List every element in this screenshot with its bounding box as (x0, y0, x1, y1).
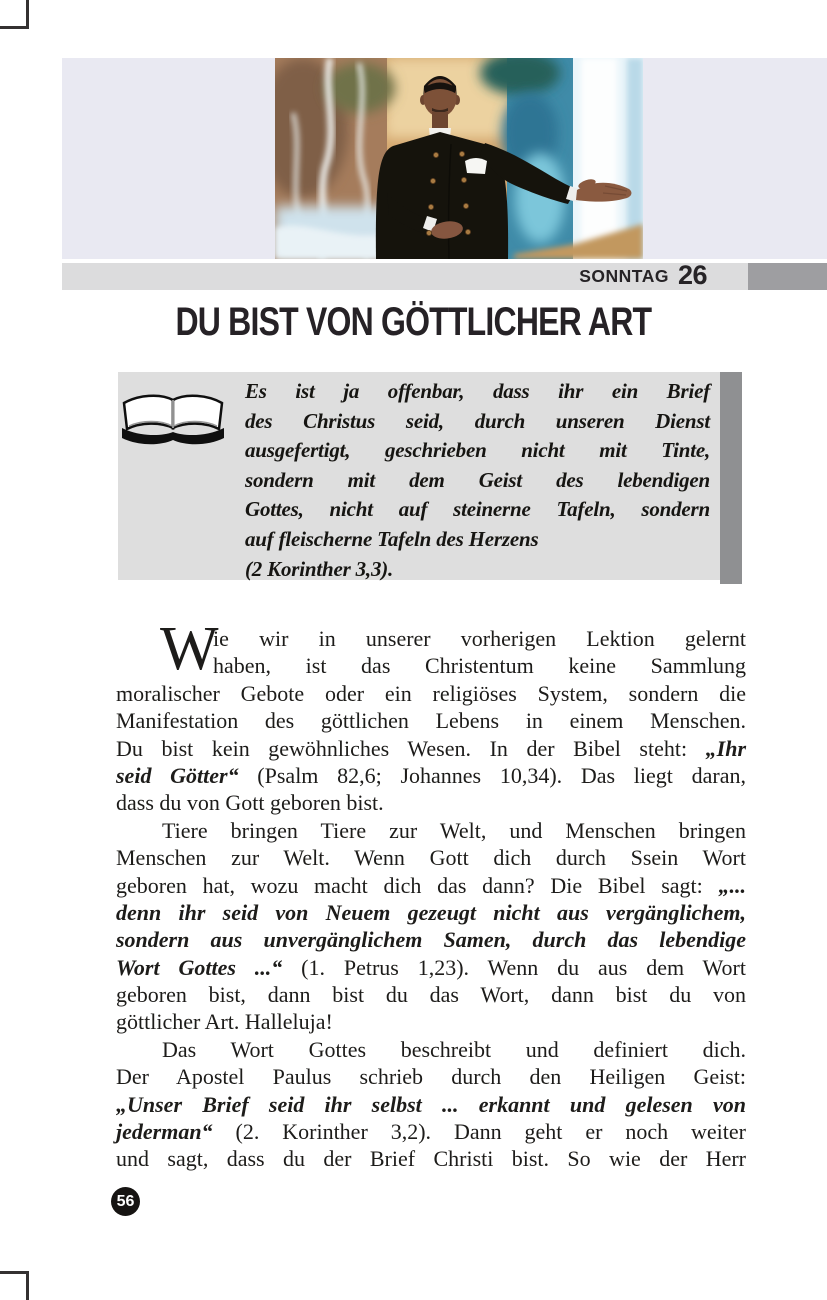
scripture-box-side-bar (720, 372, 742, 584)
text-line: sondern aus unvergänglichem Samen, durch das lebendige (116, 927, 746, 953)
text-line: haben, ist das Christentum keine Sammlung (213, 653, 746, 679)
text-line: seid Götter“ (Psalm 82,6; Johannes 10,34). Das liegt daran, (116, 762, 746, 788)
text-line: jederman“ (2. Korinther 3,2). Dann geht er noch weiter (116, 1119, 746, 1145)
text-line: göttlicher Art. Halleluja! (116, 1009, 333, 1035)
text-line: denn ihr seid von Neuem gezeugt nicht aus vergänglichem, (116, 899, 746, 925)
header-banner (62, 58, 827, 259)
day-name: SONNTAG (579, 266, 669, 286)
text-line: „Unser Brief seid ihr selbst ... erkannt und gelesen von (116, 1091, 746, 1117)
text-line: sondern mit dem Geist des lebendigen (245, 467, 710, 492)
text-line: Der Apostel Paulus schrieb durch den Heiligen Geist: (116, 1064, 746, 1090)
crop-mark-bottom-left-icon (0, 1271, 29, 1300)
text-line: Gottes, nicht auf steinerne Tafeln, sondern (245, 497, 710, 522)
text-line: Wort Gottes ...“ (1. Petrus 1,23). Wenn du aus dem Wort (116, 954, 746, 980)
text-line: Du bist kein gewöhnliches Wesen. In der Bibel steht: „Ihr (116, 735, 746, 761)
text-line: moralischer Gebote oder ein religiöses System, sondern die (116, 680, 746, 706)
scripture-text (245, 377, 710, 584)
lesson-title: DU BIST VON GÖTTLICHER ART (175, 300, 651, 344)
text-line: geboren bist, dann bist du das Wort, dann bist du von (116, 982, 746, 1008)
paragraph-2 (116, 817, 746, 1036)
text-line: Das Wort Gottes beschreibt und definiert dich. (162, 1036, 746, 1062)
body-text (116, 615, 746, 1173)
page-number-badge (111, 1187, 140, 1216)
text-line: ausgefertigt, geschrieben nicht mit Tinte, (245, 438, 710, 463)
text-line: Es ist ja offenbar, dass ihr ein Brief (245, 379, 710, 403)
day-bar (62, 260, 827, 290)
drop-cap: W (160, 615, 219, 683)
text-line: Manifestation des göttlichen Lebens in einem Menschen. (116, 708, 746, 734)
text-line: ie wir in unserer vorherigen Lektion gelernt (213, 626, 746, 651)
text-line: (2 Korinther 3,3). (245, 556, 394, 581)
paragraph-3 (116, 1036, 746, 1173)
text-line: auf fleischerne Tafeln des Herzens (245, 526, 539, 551)
speaker-photo (275, 58, 643, 259)
text-line: dass du von Gott geboren bist. (116, 790, 384, 816)
day-number: 26 (677, 260, 707, 290)
open-book-icon (116, 390, 230, 448)
crop-mark-top-left-icon (0, 0, 29, 29)
text-line: Menschen zur Welt. Wenn Gott dich durch Ssein Wort (116, 845, 746, 871)
text-line: und sagt, dass du der Brief Christi bist. So wie der Herr (116, 1146, 746, 1172)
scripture-box (118, 372, 742, 580)
text-line: des Christus seid, durch unseren Dienst (245, 408, 710, 433)
text-line: geboren hat, wozu macht dich das dann? Die Bibel sagt: „... (116, 872, 746, 898)
page-number: 56 (116, 1192, 135, 1210)
day-bar-accent-block (748, 263, 827, 290)
text-line: Tiere bringen Tiere zur Welt, und Menschen bringen (162, 817, 746, 843)
